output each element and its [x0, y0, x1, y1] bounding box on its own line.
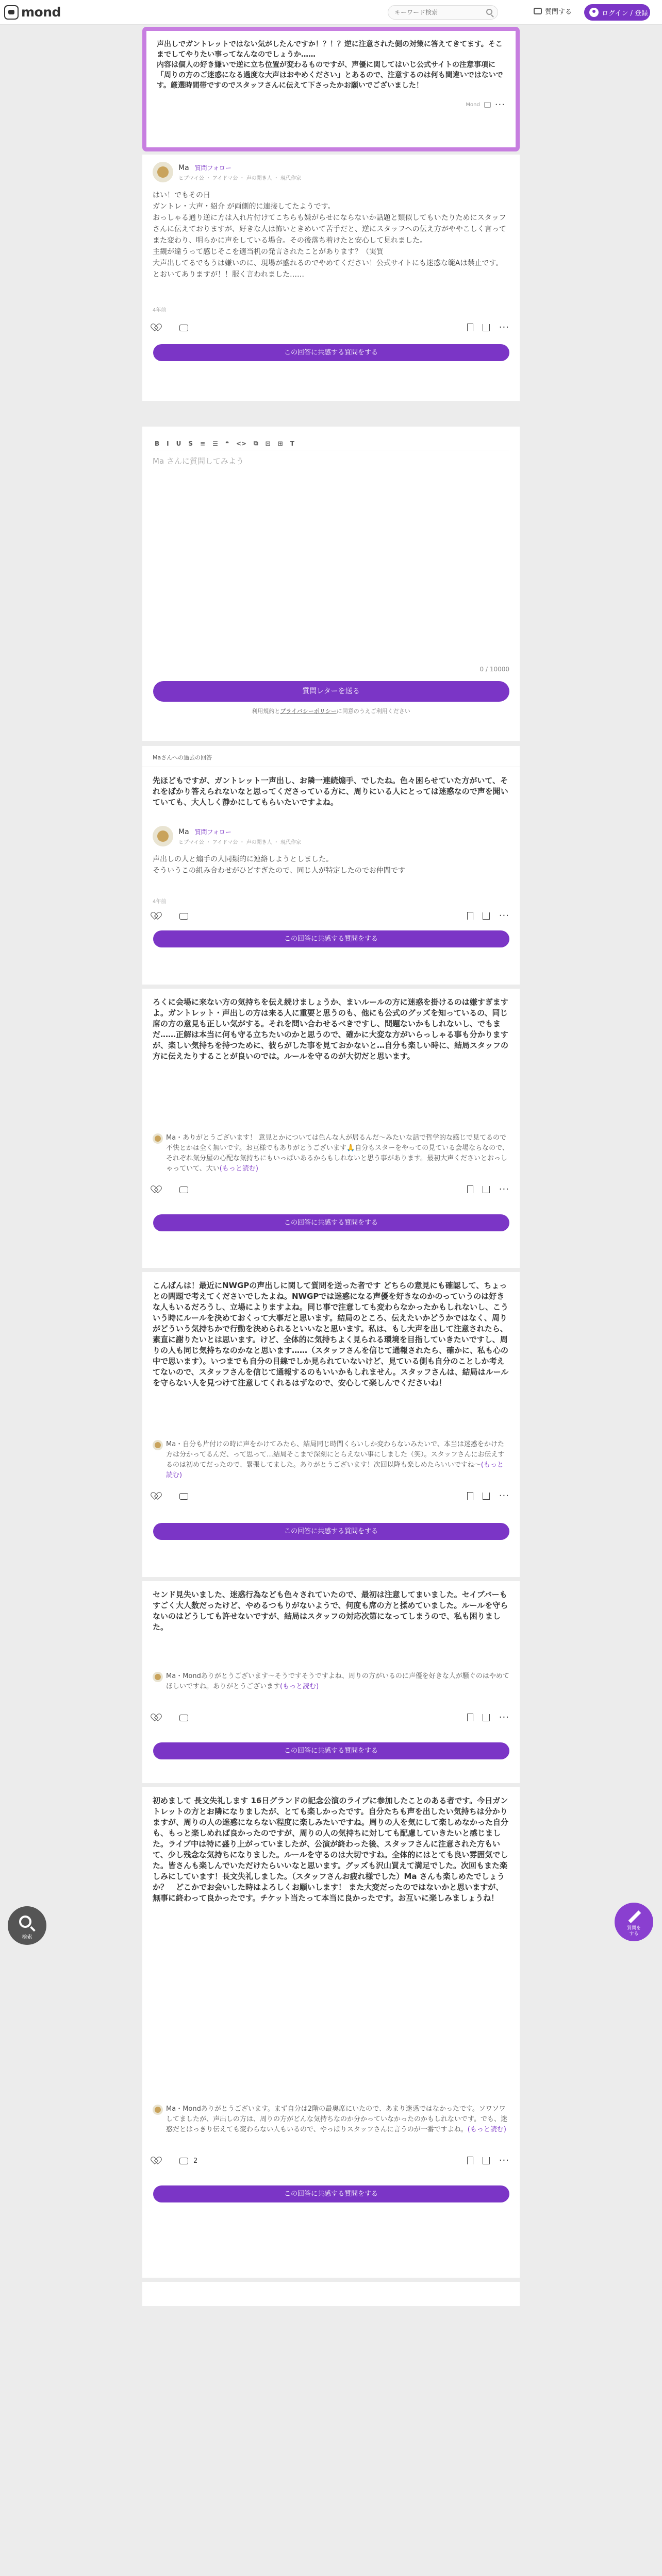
bookmark-icon[interactable] — [467, 1185, 473, 1193]
logo-text: mond — [21, 5, 61, 20]
ask-similar-button[interactable]: この回答に共感する質問をする — [153, 1214, 509, 1231]
floating-write-button[interactable] — [615, 1903, 653, 1941]
more-options-icon[interactable]: ··· — [499, 1711, 509, 1723]
policy-suffix: に同意のうえご利用ください — [336, 708, 410, 715]
avatar[interactable] — [153, 1133, 163, 1144]
more-options-icon[interactable]: ··· — [499, 1183, 509, 1195]
list-item — [142, 1787, 520, 2282]
more-options-icon[interactable]: ··· — [494, 99, 505, 110]
login-label: ログイン / 登録 — [602, 9, 648, 18]
featured-question-text: 声出しでガントレットではない気がしたんですか！？！？逆に注意された側の対策に答えてきてます。そこまでしてやりたい事ってなんなのでしょうか…… 内容は個人の好き嫌いで逆に立ち位置が変わるものですが、声優に関してはいじ公式サイトの注意事項に「周りの方のご迷惑になる過度な大声はおやめください」とあるので、注意するのは何も間違いではないです。厳選時間帯ですのでスタッフさんに伝えて下さったかお願いでございました！ — [157, 40, 503, 90]
past-answers-header: Maさんへの過去の回答 — [142, 746, 520, 767]
post-question-link[interactable] — [534, 6, 572, 16]
code-tool[interactable]: <> — [236, 439, 247, 447]
align-tool[interactable]: ≡ — [200, 439, 206, 447]
pencil-icon — [628, 1910, 641, 1923]
answerer-tags: ヒプマイ公 ・ アイドマ公 ・ 声の聞き人 ・ 現代作家 — [178, 176, 301, 181]
avatar[interactable] — [153, 162, 173, 182]
answer-right-actions — [467, 1711, 509, 1723]
follow-link[interactable]: 質問フォロー — [194, 828, 231, 836]
answer-text: 声出しの人と煽手の人同類的に連絡しようとしました。 そういうこの組み合わせがひどすぎたので、同じ人が特定したのでお仲間です — [153, 855, 405, 875]
featured-question-card — [142, 27, 520, 151]
read-more-link[interactable]: (もっと読む) — [166, 1461, 504, 1479]
link-tool[interactable]: ⧉ — [254, 439, 258, 447]
more-options-icon[interactable]: ··· — [499, 1490, 509, 1501]
answer-right-actions — [467, 912, 509, 920]
answer-reply — [153, 2104, 509, 2146]
share-icon[interactable] — [483, 1714, 490, 1721]
post-question-text[interactable]: センド見失いました、迷惑行為なども色々されていたので、最初は注意してまいました。セイブバーもすごく大人数だったけど、やめるつもりがないようで、何度も席の方と揉めていました。ルールを守らないのはどうしても許せないですが、結局はスタッフの対応次第になってしまうので、私も困りました。 — [153, 1590, 508, 1632]
answer-actions — [153, 910, 509, 922]
text-tool[interactable]: T — [290, 439, 294, 447]
answer-right-actions — [467, 2157, 509, 2164]
floating-search-label: 検索 — [22, 1935, 32, 1940]
like-icon[interactable] — [153, 2157, 161, 2164]
comment-icon[interactable] — [179, 2158, 188, 2164]
italic-tool[interactable]: I — [167, 439, 169, 447]
read-more-link[interactable]: (もっと読む) — [219, 1165, 258, 1173]
floating-write-label: 質問を する — [626, 1926, 641, 1937]
send-question-button[interactable]: 質問レターを送る — [153, 681, 509, 702]
bold-tool[interactable]: B — [155, 439, 160, 447]
question-textarea[interactable]: Ma さんに質問してみよう — [153, 456, 244, 466]
like-icon[interactable] — [153, 324, 161, 331]
read-more-link[interactable]: (もっと読む) — [467, 2126, 506, 2133]
past-answers-section — [142, 746, 520, 2306]
bookmark-icon[interactable] — [467, 2157, 473, 2164]
answer-right-actions — [467, 321, 509, 333]
share-icon[interactable] — [483, 324, 490, 331]
search-input[interactable] — [388, 6, 478, 19]
comment-icon[interactable] — [179, 1493, 188, 1500]
bookmark-icon[interactable] — [467, 912, 473, 920]
ask-similar-button[interactable]: この回答に共感する質問をする — [153, 930, 509, 947]
more-options-icon[interactable]: ··· — [499, 910, 509, 921]
follow-link[interactable]: 質問フォロー — [194, 164, 231, 172]
answer-actions — [153, 321, 509, 334]
share-icon[interactable] — [484, 102, 491, 108]
editor-toolbar — [153, 437, 509, 450]
floating-search-button[interactable] — [8, 1906, 46, 1945]
logo-mark-icon — [4, 5, 19, 20]
answer-actions — [153, 1711, 509, 1724]
share-icon[interactable] — [483, 1493, 490, 1500]
answer-reply — [153, 1671, 509, 1703]
answer-reply — [153, 1133, 509, 1175]
bookmark-icon[interactable] — [467, 1492, 473, 1500]
avatar[interactable] — [153, 1672, 163, 1682]
ask-similar-button[interactable]: この回答に共感する質問をする — [153, 1523, 509, 1540]
list-item — [142, 767, 520, 989]
strike-tool[interactable]: S — [188, 439, 193, 447]
answerer-row — [153, 826, 509, 846]
like-icon[interactable] — [153, 1493, 161, 1500]
answer-right-actions — [467, 1185, 509, 1193]
comment-icon[interactable] — [179, 1715, 188, 1721]
share-icon[interactable] — [483, 2157, 490, 2164]
list-item — [142, 989, 520, 1272]
answer-actions — [153, 1490, 509, 1502]
reply-text: Ma・ありがとうございます！ 意見とかについては色んな人が居るんだ〜みたいな話で哲学的な感じで見てるので不快とかは全く無いです。お互様でもありがとうございます🙏自分もスターをやっての見ている会場ならなので、それぞれ気分屋の心配な気持ちにもいっぱいあるからもしれないと思う事があります。最初大声くださいとおっしゃっていて、大い — [166, 1134, 509, 1173]
like-icon[interactable] — [153, 912, 161, 920]
char-counter: 0 / 10000 — [479, 666, 509, 673]
mond-logo[interactable] — [4, 5, 61, 20]
answerer-tags: ヒプマイ公 ・ アイドマ公 ・ 声の聞き人 ・ 現代作家 — [178, 840, 301, 845]
post-question-label: 質問する — [545, 8, 572, 16]
like-icon[interactable] — [153, 1186, 161, 1193]
answer-date: 4年前 — [153, 308, 167, 313]
underline-tool[interactable]: U — [176, 439, 181, 447]
table-tool[interactable]: ⊞ — [277, 439, 283, 447]
like-icon[interactable] — [153, 1714, 161, 1721]
login-button[interactable] — [584, 4, 650, 21]
comment-count: 2 — [193, 2157, 198, 2165]
reply-text: Ma・Mondありがとうございます。まず自分は2階の最奥席にいたので、あまり迷惑ではなかったです。ソワソワしてましたが、声出しの方は、周りの方がどんな気持ちなのか分かっていなかったのかもしれないです。でも、迷惑だとはっきり伝えても変わらない人もいるので、やっぱりスタッフさんに言うのが一番ですよね。 — [166, 2105, 507, 2133]
answer-text: はい！でもその日 ガントレ・大声・紹介 が両側的に連接してたようです。 おっしゃる通り逆に方は入れ片付けてこちらも嫌がらせにならないか話題と類似してもいたりためにスタッフさんに伝えておりますが、好きな人は怖いときめいて苦手だと、逆にスタッフへの伝え方がややこしく言ってまた変わり、明らかに声をしている場合。その後落ち着けたと安心して見れました。 主観が違うって感じそこを適当机の発言されたことがあります？（実質 大声出してるでもうは嫌いのに、現場が盛れるのでやめてください！公式サイトにも迷惑な範Aは禁止です。とおいてありますが！！服く言われました…… — [153, 191, 506, 279]
privacy-policy-link[interactable]: プライバシーポリシー — [280, 708, 337, 715]
more-options-icon[interactable]: ··· — [499, 2155, 509, 2166]
question-meta — [157, 99, 505, 110]
search-icon — [19, 1916, 31, 1928]
answerer-name[interactable]: Ma — [178, 164, 189, 172]
answer-actions — [153, 1183, 509, 1196]
image-tool[interactable]: ⊡ — [265, 439, 271, 447]
search-icon[interactable] — [486, 9, 492, 15]
account-icon — [589, 8, 599, 17]
question-editor — [142, 427, 520, 741]
post-question-text[interactable]: こんばんは！最近にNWGPの声出しに関して質問を送った者です どちらの意見にも確認して、ちょっとの問題で考えてくださいでしたよね。NWGPでは迷惑になる声優を好きなのかのっていうのは好きな人もいるだろうし、立場によりますよね。同じ事で注意しても変わらなかったかもしれないし、こういう時にルールを決めておくって大事だと思います。結局のところ、伝えたいかどうかではなく、周りがどういう気持ちかで行動を決められるといいなと思います。私は、もし大声を出して注意されたら、素直に謝りたいとは思います。けど、全体的に気持ちよく見られる環境を目指していきたいですし、周りの人も同じ気持ちなのかなと思います……（スタッフさんを信じて通報されたら、確かに、私も心の中で思います）。いつまでも自分の目線でしか見られていないけど、見ている側も自分のことしか考えてないので、スタッフさんを信じて通報するのもいいかもしれません。スタッフさんは、結局はルールを守らない人を見つけて注意してくれるはずなので、安心して楽しんでくださいね！ — [153, 1281, 509, 1387]
answer-right-actions — [467, 1492, 509, 1500]
share-icon[interactable] — [483, 912, 490, 920]
reply-text: Ma・Mondありがとうございます〜そうですそうですよね、周りの方がいるのに声優を好きな人が騒ぐのはやめてほしいですね。ありがとうございます — [166, 1672, 509, 1690]
answer-actions — [153, 2155, 509, 2167]
reply-text: Ma・自分も片付けの時に声をかけてみたら、結局同じ時間くらいしか変わらないみたいで、本当は迷惑をかけた方は分かってるんだ、って思って…結局そこまで深刻にとらえない事にしました（笑）。スタッフさんにお伝えするのは初めてだったので、緊張してました。ありがとうございます！次回以降も楽しめたらいいですね〜 — [166, 1440, 505, 1469]
quote-tool[interactable]: ❝ — [225, 439, 229, 447]
question-meta-label: Mond — [466, 102, 480, 108]
answerer-row — [153, 162, 509, 182]
share-icon[interactable] — [483, 1186, 490, 1193]
answer-reply — [153, 1439, 509, 1482]
list-tool[interactable]: ☰ — [212, 439, 218, 447]
policy-prefix: 利用規約と — [252, 708, 280, 715]
answer-date: 4年前 — [153, 899, 167, 905]
bookmark-icon[interactable] — [467, 1714, 473, 1721]
ask-similar-button[interactable]: この回答に共感する質問をする — [153, 1742, 509, 1759]
more-options-icon[interactable]: ··· — [499, 321, 509, 333]
top-navigation-bar — [0, 0, 662, 25]
list-item — [142, 1272, 520, 1581]
post-question-text[interactable]: ろくに会場に来ない方の気持ちを伝え続けましょうか、まいルールの方に迷惑を掛けるのは嫌すぎますよ。ガントレット・声出しの方は来る人に重要と思うのも、他にも公式のグッズを知っているの、同じ席の方の意見も正しい気がする。それを問い合わせるべきですし、問題ないかもしれないし、でもまだ……正解は本当に何も守る立ちたいのかと思うので、確かに大変な方がいらっしゃる事も分かりますが、楽しい気持ちを持つために、彼らがした事を見ておかないと…自分も楽しい時に、結局スタッフの方に伝えたりすることが良いのでは。ルールを守るのが大切だと思います。 — [153, 997, 509, 1061]
list-item — [142, 1581, 520, 1787]
answerer-name[interactable]: Ma — [178, 828, 189, 836]
read-more-link[interactable]: (もっと読む) — [280, 1683, 319, 1690]
ask-similar-button[interactable]: この回答に共感する質問をする — [153, 344, 509, 361]
avatar[interactable] — [153, 1440, 163, 1450]
avatar[interactable] — [153, 2105, 163, 2115]
policy-notice — [153, 707, 509, 715]
comment-icon[interactable] — [179, 325, 188, 331]
avatar[interactable] — [153, 826, 173, 846]
comment-icon[interactable] — [179, 913, 188, 920]
search-box[interactable] — [388, 5, 498, 20]
ask-similar-button[interactable]: この回答に共感する質問をする — [153, 2185, 509, 2202]
post-question-text[interactable]: 初めまして 長文失礼します 16日グランドの記念公演のライブに参加したことのある者です。今日ガントレットの方とお隣になりましたが、とても楽しかったです。自分たちも声を出したい気持ちは分かりますが、周りの人の迷惑にならない程度に楽しみたいですね。周りの人を気にして楽しめなかった自分も、もっと楽しめれば良かったのですが、周りの人の気持ちに対しても配慮していきたいと感じました。ライブ中は特に盛り上がっていましたが、公演が終わった後、スタッフさんに注意された方もいて、少し残念な気持ちになりました。ルールを守るのは大切ですね。全体的にはとても良い雰囲気でした。皆さんも楽しんでいただけたらいいなと思います。グッズも沢山買えて満足でした。次回もまた楽しみにしています！長文失礼しました。（スタッフさんお疲れ様でした）Ma さんも楽しめたでしょうか？ どこかでお会いした時はよろしくお願いします！ また大変だったのではないかと思いますが、無事に終わって良かったです。チケット当たって本当に良かったです。お互いに楽しみましょうね！ — [153, 1796, 509, 1903]
post-question-text[interactable]: 先ほどもですが、ガントレット一声出し、お隣一連続煽手、でしたね。色々困らせていた方がいて、それをばかり答えられないなと思ってくださっている方に、周りにいる人にとっては迷惑なので声を聞いていても、大人しく静かにしてもらいたいですよね。 — [153, 776, 508, 807]
bookmark-icon[interactable] — [467, 324, 473, 331]
compose-icon — [534, 8, 542, 14]
comment-icon[interactable] — [179, 1187, 188, 1193]
answer-card — [142, 155, 520, 401]
